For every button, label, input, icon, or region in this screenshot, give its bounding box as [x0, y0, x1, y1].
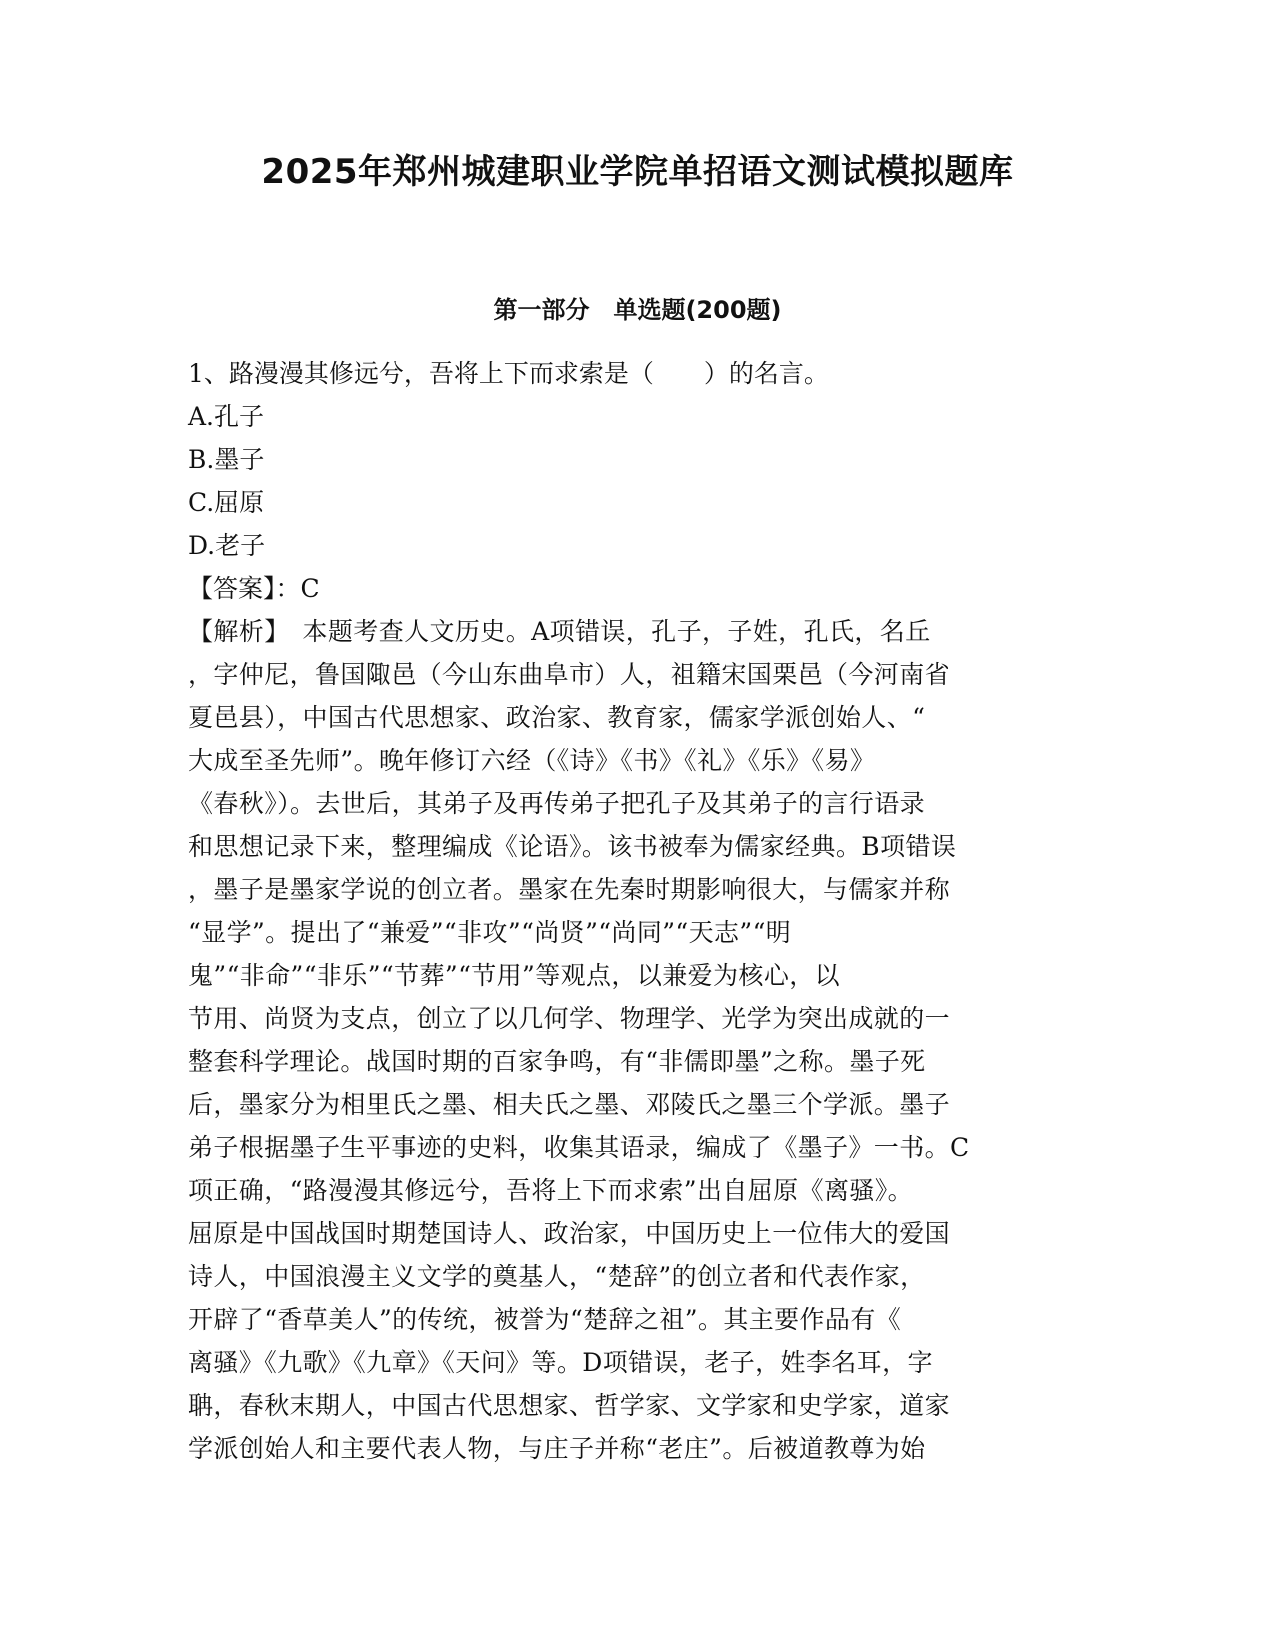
option-d: D.老子: [188, 531, 266, 560]
question-block: [188, 352, 1088, 1470]
option-c: C.屈原: [188, 488, 265, 517]
analysis-line: 节用、尚贤为支点，创立了以几何学、物理学、光学为突出成就的一: [188, 1004, 951, 1033]
analysis-line: 大成至圣先师”。晚年修订六经（《诗》《书》《礼》《乐》《易》: [188, 746, 876, 775]
analysis-line: 学派创始人和主要代表人物，与庄子并称“老庄”。后被道教尊为始: [188, 1434, 926, 1463]
analysis-line: 弟子根据墨子生平事迹的史料，收集其语录，编成了《墨子》一书。C: [188, 1133, 970, 1162]
analysis-line: 诗人，中国浪漫主义文学的奠基人，“楚辞”的创立者和代表作家，: [188, 1262, 926, 1291]
analysis-line: “显学”。提出了“兼爱”“非攻”“尚贤”“尚同”“天志”“明: [188, 918, 792, 947]
analysis-line: 整套科学理论。战国时期的百家争鸣，有“非儒即墨”之称。墨子死: [188, 1047, 926, 1076]
analysis-line: 聃，春秋末期人，中国古代思想家、哲学家、文学家和史学家，道家: [188, 1391, 951, 1420]
analysis-line: 和思想记录下来，整理编成《论语》。该书被奉为儒家经典。B项错误: [188, 832, 957, 861]
document-title: 2025年郑州城建职业学院单招语文测试模拟题库: [261, 152, 1014, 192]
analysis-line: 屈原是中国战国时期楚国诗人、政治家，中国历史上一位伟大的爱国: [188, 1219, 951, 1248]
analysis-line: ，字仲尼，鲁国陬邑（今山东曲阜市）人，祖籍宋国栗邑（今河南省: [188, 660, 951, 689]
analysis-line: 开辟了“香草美人”的传统，被誉为“楚辞之祖”。其主要作品有《: [188, 1305, 902, 1334]
analysis-text: 本题考查人文历史。A项错误，孔子，子姓，孔氏，名丘: [277, 617, 931, 646]
analysis-line: [188, 610, 1088, 653]
analysis-line: 鬼”“非命”“非乐”“节葬”“节用”等观点，以兼爱为核心，以: [188, 961, 841, 990]
analysis-line: 《春秋》）。去世后，其弟子及再传弟子把孔子及其弟子的言行语录: [188, 789, 926, 818]
option-b: B.墨子: [188, 445, 265, 474]
analysis-line: 离骚》《九歌》《九章》《天问》等。D项错误，老子，姓李名耳，字: [188, 1348, 933, 1377]
answer-label: 【答案】: [188, 574, 276, 603]
answer-value: ：C: [275, 574, 320, 603]
analysis-label: 【解析】: [188, 617, 278, 646]
answer-line: [188, 567, 1088, 610]
analysis-line: 后，墨家分为相里氏之墨、相夫氏之墨、邓陵氏之墨三个学派。墨子: [188, 1090, 951, 1119]
section-heading: 第一部分 单选题(200题): [493, 296, 782, 324]
option-a: A.孔子: [188, 402, 265, 431]
question-stem: 1、路漫漫其修远兮，吾将上下而求索是（ ）的名言。: [188, 359, 829, 388]
analysis-line: 项正确，“路漫漫其修远兮，吾将上下而求索”出自屈原《离骚》。: [188, 1176, 914, 1205]
analysis-line: 夏邑县），中国古代思想家、政治家、教育家，儒家学派创始人、“: [188, 703, 926, 732]
analysis-line: ，墨子是墨家学说的创立者。墨家在先秦时期影响很大，与儒家并称: [188, 875, 951, 904]
